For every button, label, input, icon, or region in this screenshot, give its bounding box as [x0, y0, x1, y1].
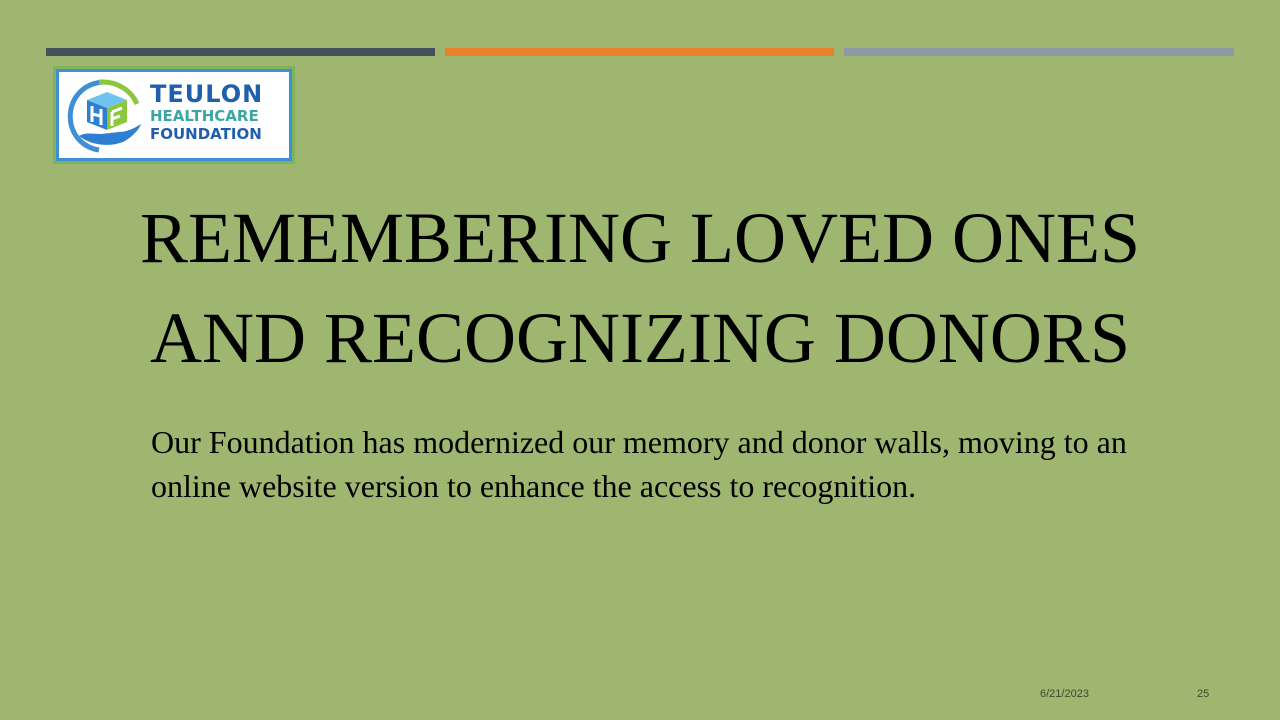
footer-date: 6/21/2023 [1040, 688, 1089, 700]
hand-with-hf-cube-icon [65, 78, 145, 156]
slide-title-line1: REMEMBERING LOVED ONES [140, 198, 1140, 278]
logo-wordmark [150, 82, 263, 142]
logo-text-line2: HEALTHCARE [150, 107, 259, 125]
accent-bar-gray [844, 48, 1234, 56]
slide-title [40, 188, 1240, 388]
accent-bar-dark [46, 48, 435, 56]
logo-text-line3: FOUNDATION [150, 125, 262, 143]
foundation-logo [56, 69, 292, 161]
slide-title-line2: AND RECOGNIZING DONORS [150, 298, 1130, 378]
accent-bar-orange [445, 48, 834, 56]
logo-text-line1: TEULON [150, 80, 264, 108]
footer-page-number: 25 [1197, 688, 1210, 700]
slide-body-text: Our Foundation has modernized our memory and donor walls, moving to an online website version to enhance the access to recognition. [151, 424, 1127, 504]
